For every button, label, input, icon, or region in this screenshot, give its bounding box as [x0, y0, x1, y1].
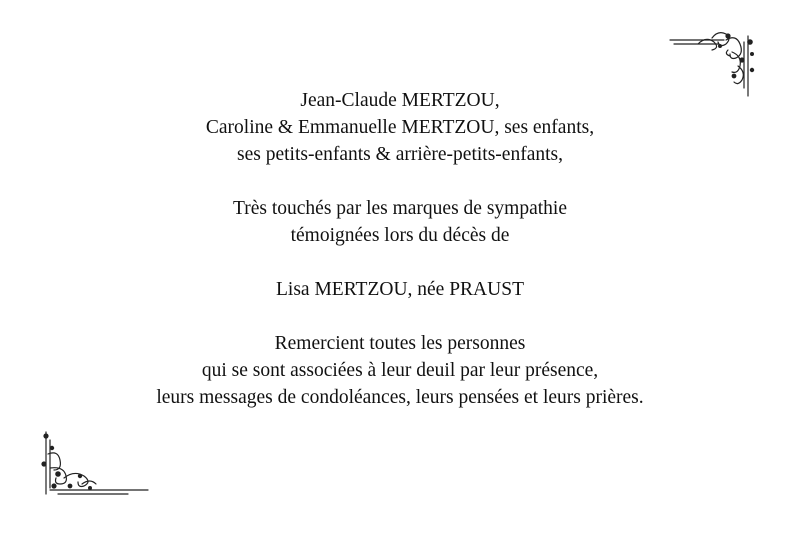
sympathy-line-1: Très touchés par les marques de sympathie — [233, 198, 567, 219]
bottom-left-corner-ornament-icon — [38, 430, 150, 505]
sympathy-line-2: témoignées lors du décès de — [290, 225, 510, 246]
spacer — [0, 303, 800, 330]
family-line-3: ses petits-enfants & arrière-petits-enfants, — [237, 144, 563, 165]
spacer — [0, 249, 800, 276]
card-text — [0, 87, 800, 411]
family-line-2: Caroline & Emmanuelle MERTZOU, ses enfants, — [205, 117, 595, 138]
thanks-line-1: Remercient toutes les personnes — [274, 333, 526, 354]
deceased-name: Lisa MERTZOU, née PRAUST — [276, 279, 524, 300]
thanks-line-2: qui se sont associées à leur deuil par leur présence, — [201, 360, 599, 381]
spacer — [0, 168, 800, 195]
family-line-1: Jean-Claude MERTZOU, — [300, 90, 500, 111]
thanks-line-3: leurs messages de condoléances, leurs pensées et leurs prières. — [156, 387, 644, 408]
